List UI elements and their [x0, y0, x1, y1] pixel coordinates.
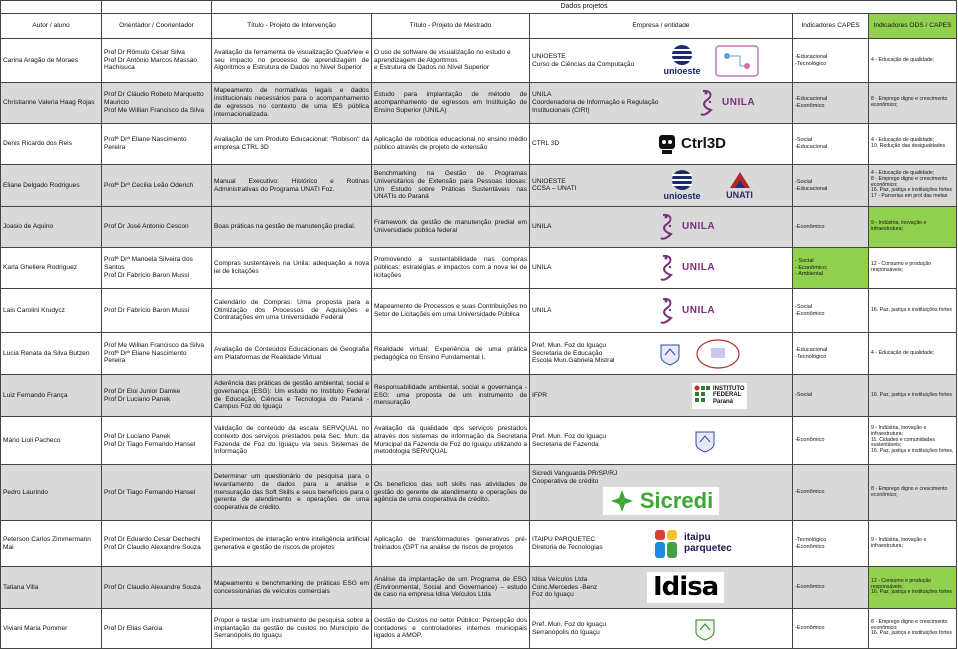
masters-cell: Framework da gestão de manutenção predial em Universidade pública federal [372, 207, 530, 248]
masters-cell: Responsabilidade ambiental, social e governança - ESG: uma proposta de um instrumento de mensuração [372, 375, 530, 417]
ods-cell: 12 - Consumo e produção responsáveis; [869, 248, 957, 289]
advisor-cell: Prof Dr Claudio Alexandre Souza [102, 567, 212, 609]
advisor-cell: Prof Me Willian Francisco da Silva Profª Drª Eliane Nascimento Pereira [102, 333, 212, 375]
company-text: UNIOESTE CCSA – UNATI [532, 177, 577, 193]
company-cell [530, 165, 793, 207]
intervention-cell: Validação de conteúdo da escala SERVQUAL no contexto dos serviços prestados pela Sec. Mun. da Fazenda de Foz do Iguaçu via seus Sistemas de Informação [212, 417, 372, 465]
table-row [1, 207, 957, 248]
intervention-cell: Determinar um questionário de pesquisa para o levantamento de dados para a análise e mensuração das Soft Skills e seus benefícios para o gerente de atendimento e operações de uma cooperativa de crédito. [212, 465, 372, 521]
header-capes: Indicadores CAPES [793, 14, 869, 39]
masters-cell: Aplicação de transformadores generativos pré-treinados (GPT na análise de riscos de projetos [372, 521, 530, 567]
intervention-cell: Avaliação de Conteúdos Educacionais de Geografia em Plataformas de Realidade Virtual [212, 333, 372, 375]
company-cell [530, 289, 793, 333]
masters-cell: Aplicação de robótica educacional no ensino médio público através de projeto de extensão [372, 124, 530, 165]
ods-cell: 8 - Emprego digno e crescimento econômico; [869, 465, 957, 521]
company-cell [530, 248, 793, 289]
author-cell: Carina Aragão de Moraes [1, 39, 102, 83]
ods-cell: 16. Paz, justiça e instituições fortes [869, 289, 957, 333]
ifpr-mark-icon [694, 385, 710, 407]
advisor-cell: Prof Dr Fabrício Baron Mussi [102, 289, 212, 333]
company-cell [530, 521, 793, 567]
masters-cell: Mapeamento de Processos e suas Contribuições no Setor de Licitações em uma Universidade Pública [372, 289, 530, 333]
company-cell [530, 375, 793, 417]
company-text: ITAIPU PARQUETEC Diretoria de Tecnologias [532, 535, 603, 551]
intervention-cell: Mapeamento e benchmarking de práticas ESG em concessionárias de veículos comerciais [212, 567, 372, 609]
company-cell [530, 417, 793, 465]
ods-cell: 8 - Emprego digno e crescimento econômico; [869, 83, 957, 124]
masters-cell: O uso de software de visualização no estudo e aprendizagem de Algoritmos e Estrutura de Dados no Nível Superior [372, 39, 530, 83]
intervention-cell: Aderência das práticas de gestão ambiental, social e governança (ESG): Um estudo no Instituto Federal de Educação, Ciência e Tecnologia do Paraná - Campus Foz do Iguaçu [212, 375, 372, 417]
author-cell: Peterson Carlos Zimmermann Mai [1, 521, 102, 567]
company-text: UNIOESTE Curso de Ciências da Computação [532, 52, 635, 68]
intervention-cell: Compras sustentáveis na Unila: adequação a nova lei de licitações [212, 248, 372, 289]
advisor-cell: Prof Dr Eloi Junior Damke Prof Dr Luciano Panek [102, 375, 212, 417]
ods-cell: 8 - Emprego digno e crescimento econômico; 16. Paz, justiça e instituições fortes [869, 609, 957, 649]
masters-cell: Promovendo a sustentabilidade nas compras públicas: estratégias e impactos com a nova lei de licitações [372, 248, 530, 289]
intervention-cell: Calendário de Compras: Uma proposta para a Otimização dos Processos de Aquisições e Contratações em uma Universidade Federal [212, 289, 372, 333]
header-row [1, 14, 957, 39]
city-seal-icon [657, 341, 683, 367]
capes-cell: -Econômico [793, 609, 869, 649]
company-text: IFPR [532, 391, 548, 399]
capes-cell: -Social -Econômico [793, 289, 869, 333]
author-cell: Denis Ricardo dos Reis [1, 124, 102, 165]
ods-cell: 9 - Indústria, inovação e infraestrutura; 11. Cidades e comunidades sustentáveis; 16. Paz, justiça e instituições fortes, [869, 417, 957, 465]
table-row [1, 124, 957, 165]
itaipu-parquetec-logo: itaipu parquetec [652, 527, 732, 561]
ods-cell: 4 - Educação de qualidade; 8 - Emprego digno e crescimento econômico; 16. Paz, justiça e instituições fortes 17 - Parcerias em prol das metas [869, 165, 957, 207]
unila-logo: UNILA [657, 212, 715, 242]
header-masters: Título - Projeto de Mestrado [372, 14, 530, 39]
intervention-cell: Experimentos de interação entre inteligência artificial generativa e gestão de riscos de projetos [212, 521, 372, 567]
author-cell: Christianne Valeria Haag Rojas [1, 83, 102, 124]
table-row [1, 165, 957, 207]
author-cell: Karla Ghellere Rodriguez [1, 248, 102, 289]
intervention-cell: Boas práticas na gestão de manutenção predial. [212, 207, 372, 248]
company-cell [530, 567, 793, 609]
ods-cell: 9 - Indústria, inovação e infraestrutura; [869, 207, 957, 248]
unioeste-logo: unioeste [652, 169, 712, 202]
ods-cell: 9 - Indústria, inovação e infraestrutura; [869, 521, 957, 567]
advisor-cell: Prof Dr Elias Garcia [102, 609, 212, 649]
school-emblem-icon [695, 338, 741, 370]
company-cell [530, 83, 793, 124]
company-text: Pref. Mun. Foz do Iguaçu Secretaria de Educação Escola Mun.Gabriela Mistral [532, 341, 615, 365]
header-company: Empresa / entidade [530, 14, 793, 39]
unila-mark-icon [697, 88, 719, 118]
table-row [1, 83, 957, 124]
capes-cell: - Social - Econômico; - Ambiental [793, 248, 869, 289]
advisor-cell: Profª Drª Manoela Silveira dos Santos Prof Dr Fabrício Baron Mussi [102, 248, 212, 289]
company-text: UNILA [532, 306, 552, 314]
company-text: Pref. Mun. Foz do Iguaçu Secretaria de Fazenda [532, 432, 607, 448]
advisor-cell: Prof Dr Rômulo César Silva Prof Dr Antônio Marcos Massao Hachisuca [102, 39, 212, 83]
company-text: Pref. Mun. Foz do Iguaçu Serranópolis do Iguaçu [532, 620, 607, 636]
author-cell: Tatiana Villa [1, 567, 102, 609]
masters-cell: Estudo para implantação de método de acompanhamento de egressos em Instituição de Ensino Superior (UNILA) [372, 83, 530, 124]
intervention-cell: Manual Executivo: Histórico e Rotinas Administrativas do Programa UNATI Foz. [212, 165, 372, 207]
table-title: Dados projetos [212, 1, 957, 14]
capes-cell: -Educacional -Econômico [793, 83, 869, 124]
capes-cell: -Social [793, 375, 869, 417]
advisor-cell: Profª Drª Cecília Leão Oderich [102, 165, 212, 207]
unila-mark-icon [657, 253, 679, 283]
capes-cell: -Educacional -Tecnológico [793, 39, 869, 83]
company-cell [530, 207, 793, 248]
capes-cell: -Social -Educacional [793, 124, 869, 165]
company-cell [530, 124, 793, 165]
table-row [1, 39, 957, 83]
ods-cell: 4 - Educação de qualidade; [869, 333, 957, 375]
masters-cell: Gestão de Custos no setor Público: Percepção dos contadores e controladores internos municipais ligados a AMOP. [372, 609, 530, 649]
table-row [1, 465, 957, 521]
masters-cell: Realidade virtual: Experiência de uma prática pedagógica no Ensino Fundamental I. [372, 333, 530, 375]
header-advisor: Orientador / Coorientador [102, 14, 212, 39]
table-row [1, 375, 957, 417]
advisor-cell: Prof Dr Cláudio Robeto Marquetto Mauricio Prof Me Willian Francisco da Silva [102, 83, 212, 124]
advisor-cell: Prof Dr Luciano Panek Prof Dr Tiago Fernando Hansel [102, 417, 212, 465]
company-text: UNILA [532, 223, 552, 231]
unila-mark-icon [657, 296, 679, 326]
advisor-cell: Prof Dr Tiago Fernando Hansel [102, 465, 212, 521]
author-cell: Joasio de Aquino [1, 207, 102, 248]
table-row [1, 333, 957, 375]
intervention-cell: Propor e testar um instrumento de pesquisa sobre a implantação da gestão de custos no Município de Serranópolis do Iguaçu [212, 609, 372, 649]
intervention-cell: Avaliação da ferramenta de visualização QuatView e seu impacto no processo de aprendizagem de Algoritmos e Estrutura de Dados no Nível Superior [212, 39, 372, 83]
table-row [1, 289, 957, 333]
capes-cell: -Econômico [793, 207, 869, 248]
city-seal-icon [692, 616, 718, 642]
author-cell: Viviani Maria Pommer [1, 609, 102, 649]
unioeste-mark-icon [662, 169, 702, 191]
idisa-logo: Idisa [647, 572, 724, 603]
city-seal-icon [692, 428, 718, 454]
unati-mark-icon [728, 170, 752, 190]
unila-mark-icon [657, 212, 679, 242]
itaipu-mark-icon [652, 527, 680, 561]
table-row [1, 417, 957, 465]
company-text: Idisa Veículos Ltda Conc.Mercedes -Benz Foz do Iguaçu [532, 575, 598, 599]
ods-cell: 4 - Educação de qualidade; [869, 39, 957, 83]
unila-logo: UNILA [657, 253, 715, 283]
company-text: UNILA Coordenadoria de Informação e Regulação Institucionais (CIRI) [532, 91, 659, 114]
author-cell: Lais Carolini Krudycz [1, 289, 102, 333]
company-cell [530, 39, 793, 83]
company-text: Sicredi Vanguarda PR/SP/RJ Cooperativa de crédito [532, 470, 618, 485]
header-intervention: Título - Projeto de Intervenção [212, 14, 372, 39]
masters-cell: Os benefícios das soft skills nas atividades de gestão do gerente de atendimento e operações de agência de uma cooperativa de crédito. [372, 465, 530, 521]
unioeste-mark-icon [662, 44, 702, 66]
ods-cell: 4 - Educação de qualidade; 10. Redução das desigualdades [869, 124, 957, 165]
header-ods: Indicadores ODS / CAPES [869, 14, 957, 39]
masters-cell: Análise da implantação de um Programa de ESG (Environmental, Social and Governance) – estudo de caso na empresa Idisa Veículos Ltda [372, 567, 530, 609]
capes-cell: -Educacional -Tecnológico [793, 333, 869, 375]
table-row [1, 248, 957, 289]
company-cell [530, 333, 793, 375]
ods-cell: 12 - Consumo e produção responsáveis; 16. Paz, justiça e instituições fortes [869, 567, 957, 609]
sicredi-mark-icon [609, 488, 635, 514]
ctrl3d-logo: Ctrl3D [657, 132, 726, 156]
unila-logo: UNILA [657, 296, 715, 326]
capes-cell: -Social -Educacional [793, 165, 869, 207]
capes-cell: -Econômico [793, 465, 869, 521]
intervention-cell: Avaliação de um Produto Educacional: "Robison" da empresa CTRL 3D [212, 124, 372, 165]
capes-cell: -Econômico [793, 417, 869, 465]
advisor-cell: Profª Drª Eliane Nascimento Pereira [102, 124, 212, 165]
capes-cell: -Tecnológico -Econômico [793, 521, 869, 567]
circuit-illustration-icon [712, 42, 762, 80]
author-cell: Lucia Renata da Silva Butzen [1, 333, 102, 375]
unati-logo: UNATI [712, 170, 767, 201]
unioeste-logo: unioeste [652, 44, 712, 77]
company-cell [530, 465, 793, 521]
company-text: CTRL 3D [532, 140, 560, 148]
ods-cell: 16. Paz, justiça e instituições fortes [869, 375, 957, 417]
table-row [1, 567, 957, 609]
sicredi-logo: Sicredi [603, 487, 719, 515]
ifpr-logo: INSTITUTO FEDERAL Paraná [692, 383, 747, 409]
advisor-cell: Prof Dr José Antonio Cescon [102, 207, 212, 248]
capes-cell: -Econômico [793, 567, 869, 609]
masters-cell: Avaliação da qualidade dps serviços prestados através dos sistemas de informação da Secretaria Municipal da Fazenda de Foz do Iguaçu utilizando a metodologia SERVQUAL [372, 417, 530, 465]
intervention-cell: Mapeamento de normativas legais e dados institucionais necessários para o acompanhamento de egressos no contexto de uma IES pública internacionalizada. [212, 83, 372, 124]
company-text: UNILA [532, 264, 552, 272]
advisor-cell: Prof Dr Eduardo Cesar Dechechi Prof Dr Claudio Alexandre Souza [102, 521, 212, 567]
header-author: Autor / aluno [1, 14, 102, 39]
author-cell: Mário Lioli Pacheco [1, 417, 102, 465]
author-cell: Pedro Laurindo [1, 465, 102, 521]
unila-logo: UNILA [697, 88, 755, 118]
masters-cell: Benchmarking na Gestão de Programas Universitários de Extensão para Pessoas Idosas: Um Estudo sobre Práticas Sustentáveis nas UNATIs do Paraná [372, 165, 530, 207]
robot-icon [657, 132, 677, 156]
author-cell: Eliane Delgado Rodrigues [1, 165, 102, 207]
table-row [1, 521, 957, 567]
author-cell: Luiz Fernando França [1, 375, 102, 417]
